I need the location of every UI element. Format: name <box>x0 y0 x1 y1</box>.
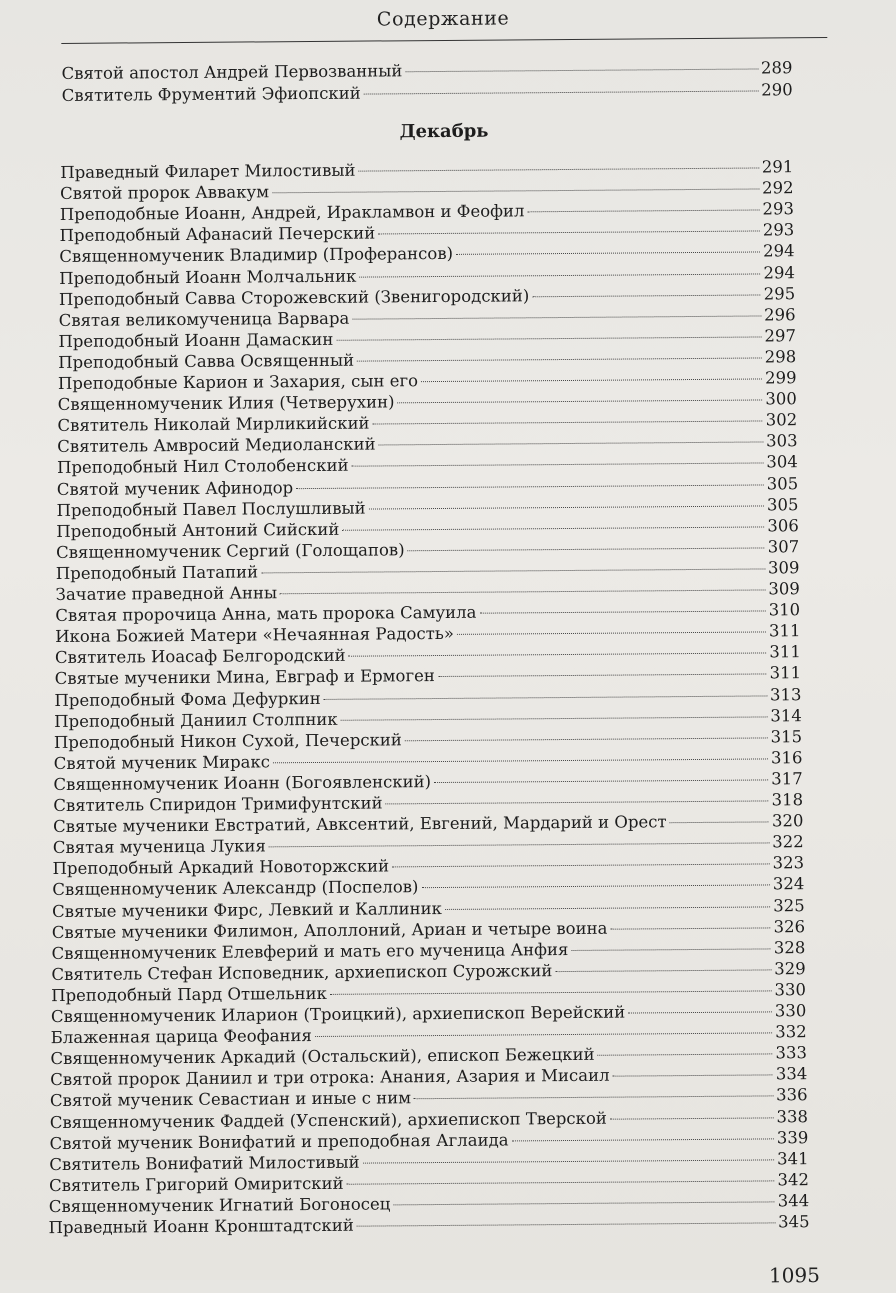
toc-entry-title: Святитель Григорий Омиритский <box>48 1173 344 1195</box>
toc-entry-title: Преподобные Иоанн, Андрей, Иракламвон и Феофил <box>59 201 525 225</box>
dot-leader <box>434 779 768 783</box>
toc-entry-page: 325 <box>773 895 805 915</box>
toc-entry-page: 306 <box>767 515 799 536</box>
toc-entry-page: 302 <box>765 410 798 430</box>
toc-entry-page: 291 <box>761 157 794 177</box>
toc-entry-page: 322 <box>772 832 804 852</box>
dot-leader <box>438 674 767 678</box>
toc-entry-title: Святой пророк Аввакум <box>60 182 270 204</box>
toc-entry-page: 294 <box>763 262 796 282</box>
toc-entry-title: Святая великомученица Варвара <box>58 308 350 330</box>
toc-entry-title: Преподобный Антоний Сийский <box>56 519 340 541</box>
dot-leader <box>414 1096 773 1100</box>
toc-entry-title: Святой апостол Андрей Первозванный <box>61 61 403 83</box>
toc-entry-page: 330 <box>774 980 807 1000</box>
toc-entry-title: Священномученик Сергий (Голощапов) <box>56 540 405 562</box>
toc-entry-page: 305 <box>766 494 799 515</box>
dot-leader <box>408 547 765 551</box>
dot-leader <box>378 231 760 235</box>
toc-entry-title: Преподобный Пард Отшельник <box>51 983 328 1005</box>
dot-leader <box>273 758 768 763</box>
toc-entry-page: 311 <box>768 621 801 641</box>
toc-entry-page: 311 <box>769 642 801 662</box>
dot-leader <box>610 1117 774 1119</box>
dot-leader <box>261 568 765 573</box>
dot-leader <box>379 442 764 446</box>
toc-entry-page: 305 <box>766 473 799 493</box>
toc-entry-page: 292 <box>762 178 794 198</box>
dot-leader <box>347 1180 775 1184</box>
toc-entry-title: Священномученик Александр (Поспелов) <box>52 877 419 900</box>
dot-leader <box>330 990 772 994</box>
dot-leader <box>386 800 769 804</box>
toc-entry-title: Священномученик Аркадий (Остальский), епископ Бежецкий <box>50 1044 595 1069</box>
dot-leader <box>269 843 769 848</box>
dot-leader <box>398 400 763 404</box>
toc-entry-title: Святые мученики Филимон, Аполлоний, Ариан и четыре воина <box>51 918 608 942</box>
dot-leader <box>421 885 769 889</box>
toc-entry-title: Святитель Амвросий Медиоланский <box>57 434 376 457</box>
toc-entry-title: Праведный Филарет Милостивый <box>60 160 356 182</box>
dot-leader <box>336 336 761 340</box>
toc-entry-page: 338 <box>776 1106 809 1126</box>
toc-entry-page: 328 <box>773 937 806 958</box>
toc-entry-page: 289 <box>760 58 793 78</box>
toc-entry-page: 318 <box>771 790 804 810</box>
dot-leader <box>598 1054 773 1056</box>
toc-entry-page: 293 <box>762 220 795 240</box>
toc-entry-title: Святитель Фрументий Эфиопский <box>61 83 361 105</box>
dot-leader <box>421 378 762 382</box>
toc-entry-page: 330 <box>774 1001 807 1021</box>
toc-entry-page: 342 <box>777 1169 810 1190</box>
toc-entry-title: Преподобный Савва Освященный <box>58 350 355 372</box>
dot-leader <box>272 189 759 194</box>
toc-entry-page: 307 <box>767 536 800 557</box>
dot-leader <box>324 695 767 699</box>
toc-entry-title: Святитель Спиридон Тримифунтский <box>53 793 383 816</box>
toc-entry-page: 341 <box>777 1148 809 1169</box>
toc-entry-title: Священномученик Илия (Четверухин) <box>57 392 395 415</box>
toc-entry-title: Зачатие праведной Анны <box>55 583 278 605</box>
toc-entry-page: 294 <box>763 241 795 261</box>
dot-leader <box>349 653 767 657</box>
dot-leader <box>532 294 761 297</box>
toc-entry-title: Священномученик Елевферий и мать его мученица Анфия <box>51 939 569 963</box>
toc-entry-title: Священномученик Владимир (Проферансов) <box>59 244 454 267</box>
toc-entry-page: 293 <box>762 199 795 219</box>
toc-entry-title: Святые мученики Евстратий, Авксентий, Евгений, Мардарий и Орест <box>52 812 667 837</box>
toc-entry-page: 315 <box>770 726 803 747</box>
toc-entry-page: 324 <box>772 874 805 894</box>
dot-leader <box>357 357 762 361</box>
toc-entry-page: 332 <box>775 1022 807 1042</box>
toc-entry-title: Блаженная царица Феофания <box>50 1026 312 1048</box>
dot-leader <box>341 716 768 720</box>
toc-entry-title: Преподобный Фома Дефуркин <box>54 688 321 710</box>
toc-entry-page: 310 <box>768 600 801 620</box>
toc-entry-page: 296 <box>764 304 796 325</box>
toc-entry-title: Преподобный Иоанн Молчальник <box>59 266 357 288</box>
toc-entry-page: 333 <box>775 1043 808 1063</box>
toc-entry-title: Преподобный Даниил Столпник <box>54 709 338 731</box>
dot-leader <box>670 822 769 824</box>
toc-entry-page: 313 <box>769 684 802 704</box>
toc-entry-page: 317 <box>771 769 803 789</box>
toc-entry-title: Преподобный Павел Послушливый <box>56 498 366 520</box>
dot-leader <box>315 1032 772 1037</box>
toc-entry-page: 311 <box>769 663 802 683</box>
dot-leader <box>358 167 758 171</box>
section-heading-december: Декабрь <box>399 120 489 143</box>
toc-entry-page: 323 <box>772 853 805 873</box>
toc-entry-title: Святой мученик Афинодор <box>56 477 294 499</box>
dot-leader <box>352 315 761 319</box>
toc-entry-title: Святая мученица Лукия <box>52 836 266 858</box>
toc-entry-page: 329 <box>774 958 806 979</box>
toc-entry-title: Священномученик Игнатий Богоносец <box>48 1194 391 1216</box>
toc-entry-title: Преподобный Патапий <box>55 562 259 583</box>
toc-entry-title: Священномученик Иоанн (Богоявленский) <box>53 771 432 794</box>
toc-entry-title: Преподобный Нил Столобенский <box>56 456 349 478</box>
toc-entry-title: Святая пророчица Анна, мать пророка Самуила <box>55 602 477 626</box>
dot-leader <box>369 505 764 509</box>
dot-leader <box>352 463 764 467</box>
toc-entry-title: Преподобные Карион и Захария, сын его <box>57 371 419 393</box>
toc-entry-page: 334 <box>775 1064 808 1084</box>
toc-entry-title: Священномученик Иларион (Троицкий), архиепископ Верейский <box>50 1002 626 1027</box>
toc-entry-title: Святитель Вонифатий Милостивый <box>49 1152 360 1174</box>
dot-leader <box>405 737 768 741</box>
toc-entry-title: Святые мученики Фирс, Левкий и Каллиник <box>52 898 443 921</box>
toc-entry-page: 344 <box>777 1191 810 1211</box>
dot-leader <box>393 1201 774 1205</box>
toc-entry-page: 297 <box>764 325 796 346</box>
dot-leader <box>359 273 760 277</box>
dot-leader <box>445 906 770 910</box>
toc-entry-title: Святой мученик Вонифатий и преподобная Аглаида <box>49 1130 509 1153</box>
running-header: Содержание <box>376 7 510 31</box>
toc-entry-page: 320 <box>771 811 804 831</box>
toc-entry-title: Святые мученики Мина, Евграф и Ермоген <box>54 666 435 689</box>
dot-leader <box>628 1011 772 1013</box>
toc-entry-page: 299 <box>764 368 797 388</box>
toc-entry-title: Праведный Иоанн Кронштадтский <box>48 1215 354 1238</box>
toc-entry-page: 339 <box>776 1127 809 1147</box>
dot-leader <box>342 526 764 530</box>
toc-entry-title: Преподобный Савва Сторожевский (Звенигородский) <box>58 285 530 309</box>
toc-entry-title: Святитель Иоасаф Белгородский <box>54 646 346 668</box>
toc-entry-page: 336 <box>776 1085 808 1105</box>
toc-entry-page: 309 <box>767 558 800 578</box>
dot-leader <box>512 1138 774 1141</box>
toc-entry-page: 314 <box>770 705 802 726</box>
dot-leader <box>613 1075 773 1077</box>
toc-entry-page: 345 <box>778 1212 810 1232</box>
dot-leader <box>392 864 769 868</box>
dot-leader <box>571 948 770 951</box>
dot-leader <box>555 969 771 972</box>
dot-leader <box>373 421 763 425</box>
toc-entry-title: Священномученик Фаддей (Успенский), архиепископ Тверской <box>49 1108 607 1132</box>
toc-entry-page: 326 <box>773 916 806 936</box>
dot-leader <box>528 210 760 213</box>
dot-leader <box>296 484 764 489</box>
toc-entry-title: Преподобный Иоанн Дамаскин <box>58 329 334 351</box>
toc-entry-page: 316 <box>770 747 803 768</box>
toc-entry-page: 309 <box>768 579 800 599</box>
dot-leader <box>479 611 765 614</box>
toc-entry-title: Святитель Стефан Исповедник, архиепископ Сурожский <box>51 960 553 984</box>
toc-entry-title: Святой мученик Миракс <box>53 752 271 773</box>
dot-leader <box>363 1159 775 1163</box>
dot-leader <box>456 252 760 255</box>
toc-entry-page: 298 <box>764 347 797 367</box>
toc-entry-page: 303 <box>765 431 798 451</box>
dot-leader <box>357 1222 775 1226</box>
toc-entry-page: 300 <box>765 389 797 409</box>
toc-entry-title: Преподобный Аркадий Новоторжский <box>52 856 390 879</box>
toc-entry-title: Преподобный Афанасий Печерский <box>59 223 376 246</box>
dot-leader <box>364 90 758 94</box>
dot-leader <box>405 68 758 72</box>
page-number: 1095 <box>768 1263 820 1288</box>
toc-entry-page: 290 <box>761 79 793 99</box>
dot-leader <box>610 927 770 929</box>
toc-entry-title: Икона Божией Матери «Нечаянная Радость» <box>55 624 454 647</box>
toc-entry-title: Святой мученик Севастиан и иные с ним <box>49 1088 412 1111</box>
dot-leader <box>280 589 765 594</box>
toc-entry-title: Святитель Николай Мирликийский <box>57 413 370 436</box>
toc-entry-title: Преподобный Никон Сухой, Печерский <box>53 729 402 752</box>
toc-entry-page: 295 <box>763 283 796 304</box>
toc-entry-title: Святой пророк Даниил и три отрока: Анания, Азария и Мисаил <box>50 1065 610 1090</box>
toc-entry-page: 304 <box>766 452 798 472</box>
dot-leader <box>457 632 766 635</box>
